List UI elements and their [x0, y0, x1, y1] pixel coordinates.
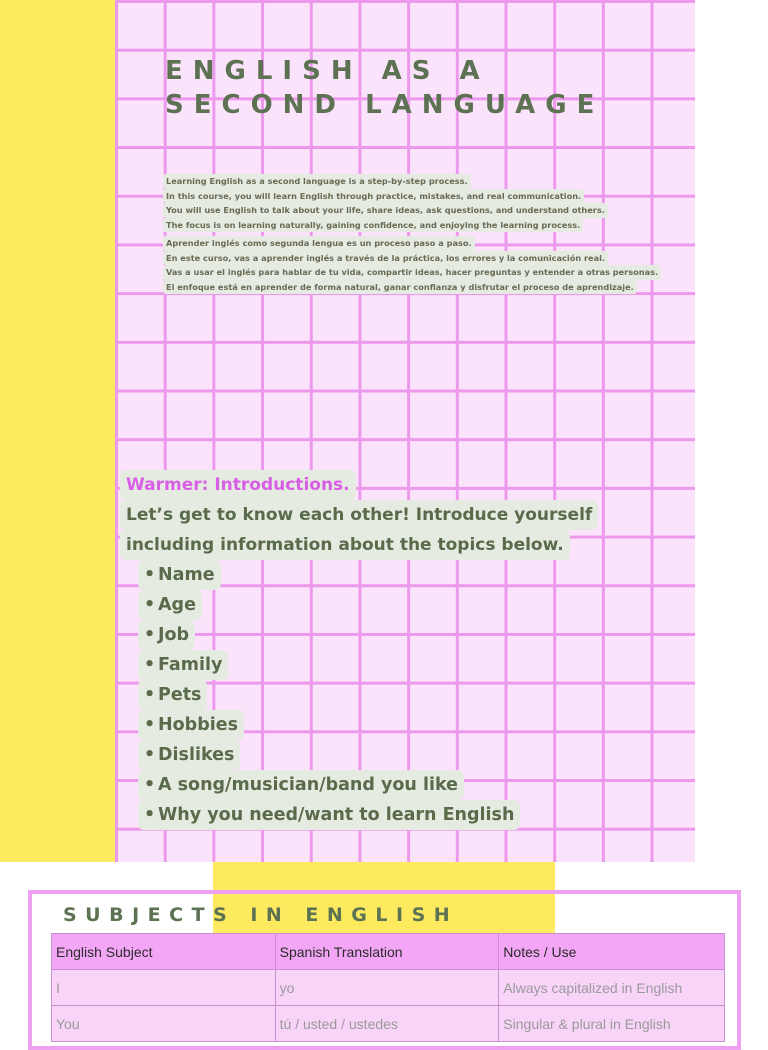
topic-label: Hobbies — [158, 715, 239, 735]
topic-label: Why you need/want to learn English — [158, 805, 515, 825]
table-cell: yo — [275, 970, 499, 1006]
warmer-section — [120, 470, 660, 830]
intro-en-line: In this course, you will learn English through practice, mistakes, and real communication. — [163, 189, 584, 204]
column-header: Notes / Use — [499, 934, 725, 970]
topic-label: Family — [158, 655, 223, 675]
intro-english — [163, 174, 693, 232]
column-header: English Subject — [52, 934, 276, 970]
table-cell: Always capitalized in English — [499, 970, 725, 1006]
column-header: Spanish Translation — [275, 934, 499, 970]
topic-item — [138, 590, 660, 620]
intro-es-line: Vas a usar el inglés para hablar de tu vida, compartir ideas, hacer preguntas y entender a otras personas. — [163, 265, 661, 280]
topic-item — [138, 680, 660, 710]
intro-en-line: You will use English to talk about your life, share ideas, ask questions, and understand others. — [163, 203, 608, 218]
table-cell: Singular & plural in English — [499, 1006, 725, 1042]
warmer-instructions-line-2: including information about the topics below. — [120, 530, 570, 560]
topic-label: Age — [158, 595, 196, 615]
intro-en-line: Learning English as a second language is a step-by-step process. — [163, 174, 471, 189]
bullet-icon: • — [144, 775, 156, 795]
topic-label: Pets — [158, 685, 202, 705]
table-cell: I — [52, 970, 276, 1006]
table-row — [52, 970, 725, 1006]
table-cell: You — [52, 1006, 276, 1042]
topic-item — [138, 650, 660, 680]
topic-label: Name — [158, 565, 215, 585]
topic-item — [138, 740, 660, 770]
warmer-instructions-line-1: Let’s get to know each other! Introduce yourself — [120, 500, 598, 530]
intro-es-line: En este curso, vas a aprender inglés a través de la práctica, los errores y la comunicación real. — [163, 251, 608, 266]
page-title — [165, 54, 604, 122]
topic-label: A song/musician/band you like — [158, 775, 459, 795]
intro-en-line: The focus is on learning naturally, gaining confidence, and enjoying the learning process. — [163, 218, 583, 233]
intro-es-line: Aprender inglés como segunda lengua es un proceso paso a paso. — [163, 236, 475, 251]
bullet-icon: • — [144, 805, 156, 825]
warmer-title: Warmer: Introductions. — [120, 470, 356, 500]
intro-es-line: El enfoque está en aprender de forma natural, ganar confianza y disfrutar el proceso de aprendizaje. — [163, 280, 637, 295]
bullet-icon: • — [144, 625, 156, 645]
bullet-icon: • — [144, 715, 156, 735]
topic-label: Dislikes — [158, 745, 235, 765]
bullet-icon: • — [144, 685, 156, 705]
page-title-line-2: SECOND LANGUAGE — [165, 90, 605, 120]
bullet-icon: • — [144, 595, 156, 615]
topic-item — [138, 770, 660, 800]
topic-item — [138, 710, 660, 740]
bullet-icon: • — [144, 565, 156, 585]
bullet-icon: • — [144, 745, 156, 765]
page-title-line-1: ENGLISH AS A — [165, 56, 490, 86]
topic-label: Job — [158, 625, 190, 645]
subjects-table — [51, 933, 725, 1042]
intro-spanish — [163, 236, 693, 294]
topic-list — [120, 560, 660, 830]
table-header-row — [52, 934, 725, 970]
bullet-icon: • — [144, 655, 156, 675]
topic-item — [138, 560, 660, 590]
left-yellow-band — [0, 0, 115, 862]
table-cell: tú / usted / ustedes — [275, 1006, 499, 1042]
subjects-title: SUBJECTS IN ENGLISH — [63, 904, 459, 926]
topic-item — [138, 620, 660, 650]
intro-text — [163, 174, 693, 298]
topic-item — [138, 800, 660, 830]
